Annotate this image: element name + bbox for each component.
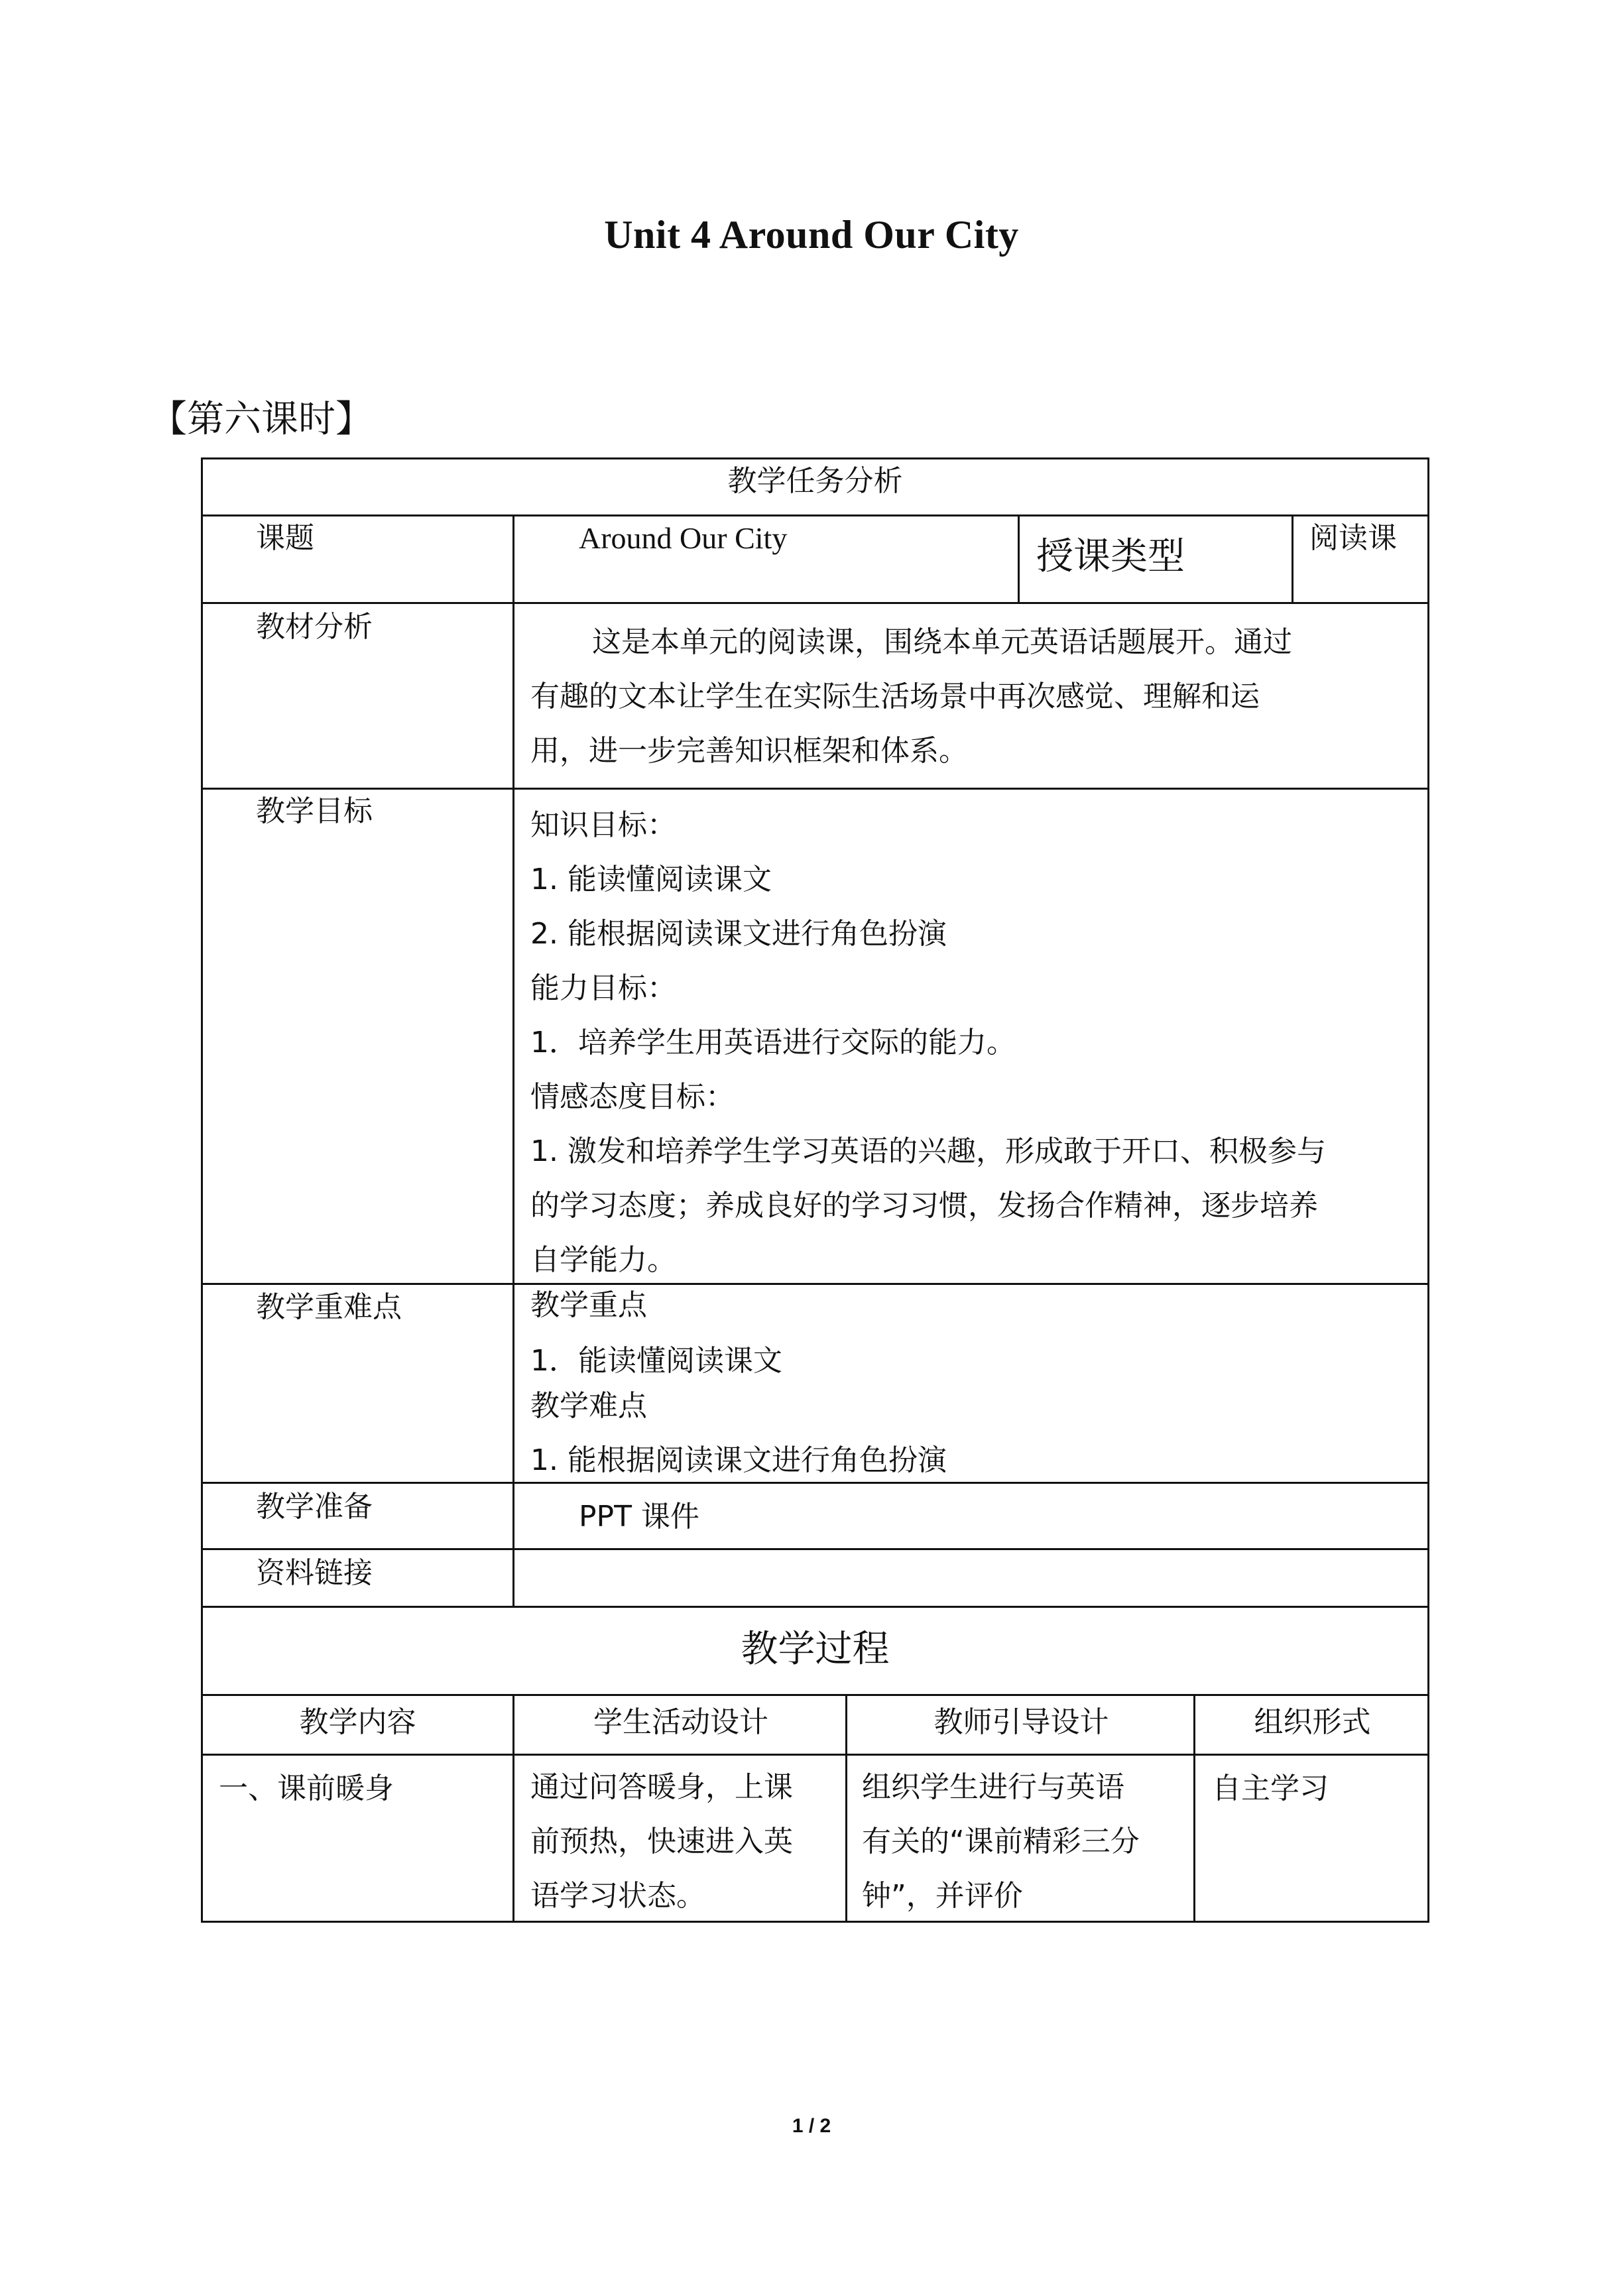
process-header: 教学过程 bbox=[741, 1628, 890, 1671]
process-teacher-line: 有关的“课前精彩三分 bbox=[862, 1825, 1140, 1858]
analysis-line: 有趣的文本让学生在实际生活场景中再次感觉、理解和运 bbox=[530, 680, 1260, 713]
prep-value: PPT 课件 bbox=[579, 1500, 699, 1534]
lesson-type-label: 授课类型 bbox=[1036, 535, 1185, 578]
objective-line: 能力目标： bbox=[530, 971, 676, 1005]
process-col-student: 学生活动设计 bbox=[593, 1705, 768, 1739]
process-student-line: 语学习状态。 bbox=[530, 1879, 705, 1913]
process-col-teacher: 教师引导设计 bbox=[933, 1705, 1109, 1739]
lesson-type-value: 阅读课 bbox=[1309, 521, 1397, 555]
process-col-form: 组织形式 bbox=[1254, 1705, 1371, 1739]
objective-line: 2. 能根据阅读课文进行角色扮演 bbox=[530, 917, 947, 951]
keypoint-line: 1．能读懂阅读课文 bbox=[530, 1344, 782, 1378]
objectives-label: 教学目标 bbox=[256, 794, 373, 828]
analysis-line: 用，进一步完善知识框架和体系。 bbox=[530, 734, 968, 768]
objective-line: 的学习态度；养成良好的学习习惯，发扬合作精神，逐步培养 bbox=[530, 1189, 1318, 1223]
page-number: 1 / 2 bbox=[792, 2115, 831, 2137]
keypoints-label: 教学重难点 bbox=[256, 1290, 402, 1324]
links-label: 资料链接 bbox=[256, 1556, 373, 1590]
analysis-label: 教材分析 bbox=[256, 610, 373, 644]
objective-line: 情感态度目标： bbox=[530, 1080, 735, 1114]
analysis-line: 这是本单元的阅读课，围绕本单元英语话题展开。通过 bbox=[592, 625, 1292, 659]
lesson-label: 【第六课时】 bbox=[150, 398, 373, 441]
keypoint-line: 教学难点 bbox=[530, 1389, 647, 1423]
objective-line: 1．培养学生用英语进行交际的能力。 bbox=[530, 1026, 1016, 1059]
objective-line: 知识目标： bbox=[530, 808, 676, 842]
keypoint-line: 教学重点 bbox=[530, 1288, 647, 1322]
process-col-content: 教学内容 bbox=[299, 1705, 416, 1739]
topic-value: Around Our City bbox=[579, 521, 788, 555]
process-teacher-line: 钟”，并评价 bbox=[862, 1879, 1023, 1913]
keypoint-line: 1. 能根据阅读课文进行角色扮演 bbox=[530, 1443, 947, 1477]
objective-line: 自学能力。 bbox=[530, 1243, 676, 1277]
topic-label: 课题 bbox=[256, 521, 314, 555]
process-content: 一、课前暖身 bbox=[219, 1772, 394, 1805]
process-teacher-line: 组织学生进行与英语 bbox=[862, 1770, 1124, 1804]
task-analysis-header: 教学任务分析 bbox=[727, 464, 903, 498]
document-title: Unit 4 Around Our City bbox=[604, 213, 1019, 257]
prep-label: 教学准备 bbox=[256, 1490, 373, 1524]
process-student-line: 前预热，快速进入英 bbox=[530, 1825, 793, 1858]
process-form: 自主学习 bbox=[1212, 1772, 1329, 1805]
objective-line: 1. 激发和培养学生学习英语的兴趣，形成敢于开口、积极参与 bbox=[530, 1134, 1326, 1168]
objective-line: 1. 能读懂阅读课文 bbox=[530, 863, 772, 896]
process-student-line: 通过问答暖身，上课 bbox=[530, 1770, 793, 1804]
